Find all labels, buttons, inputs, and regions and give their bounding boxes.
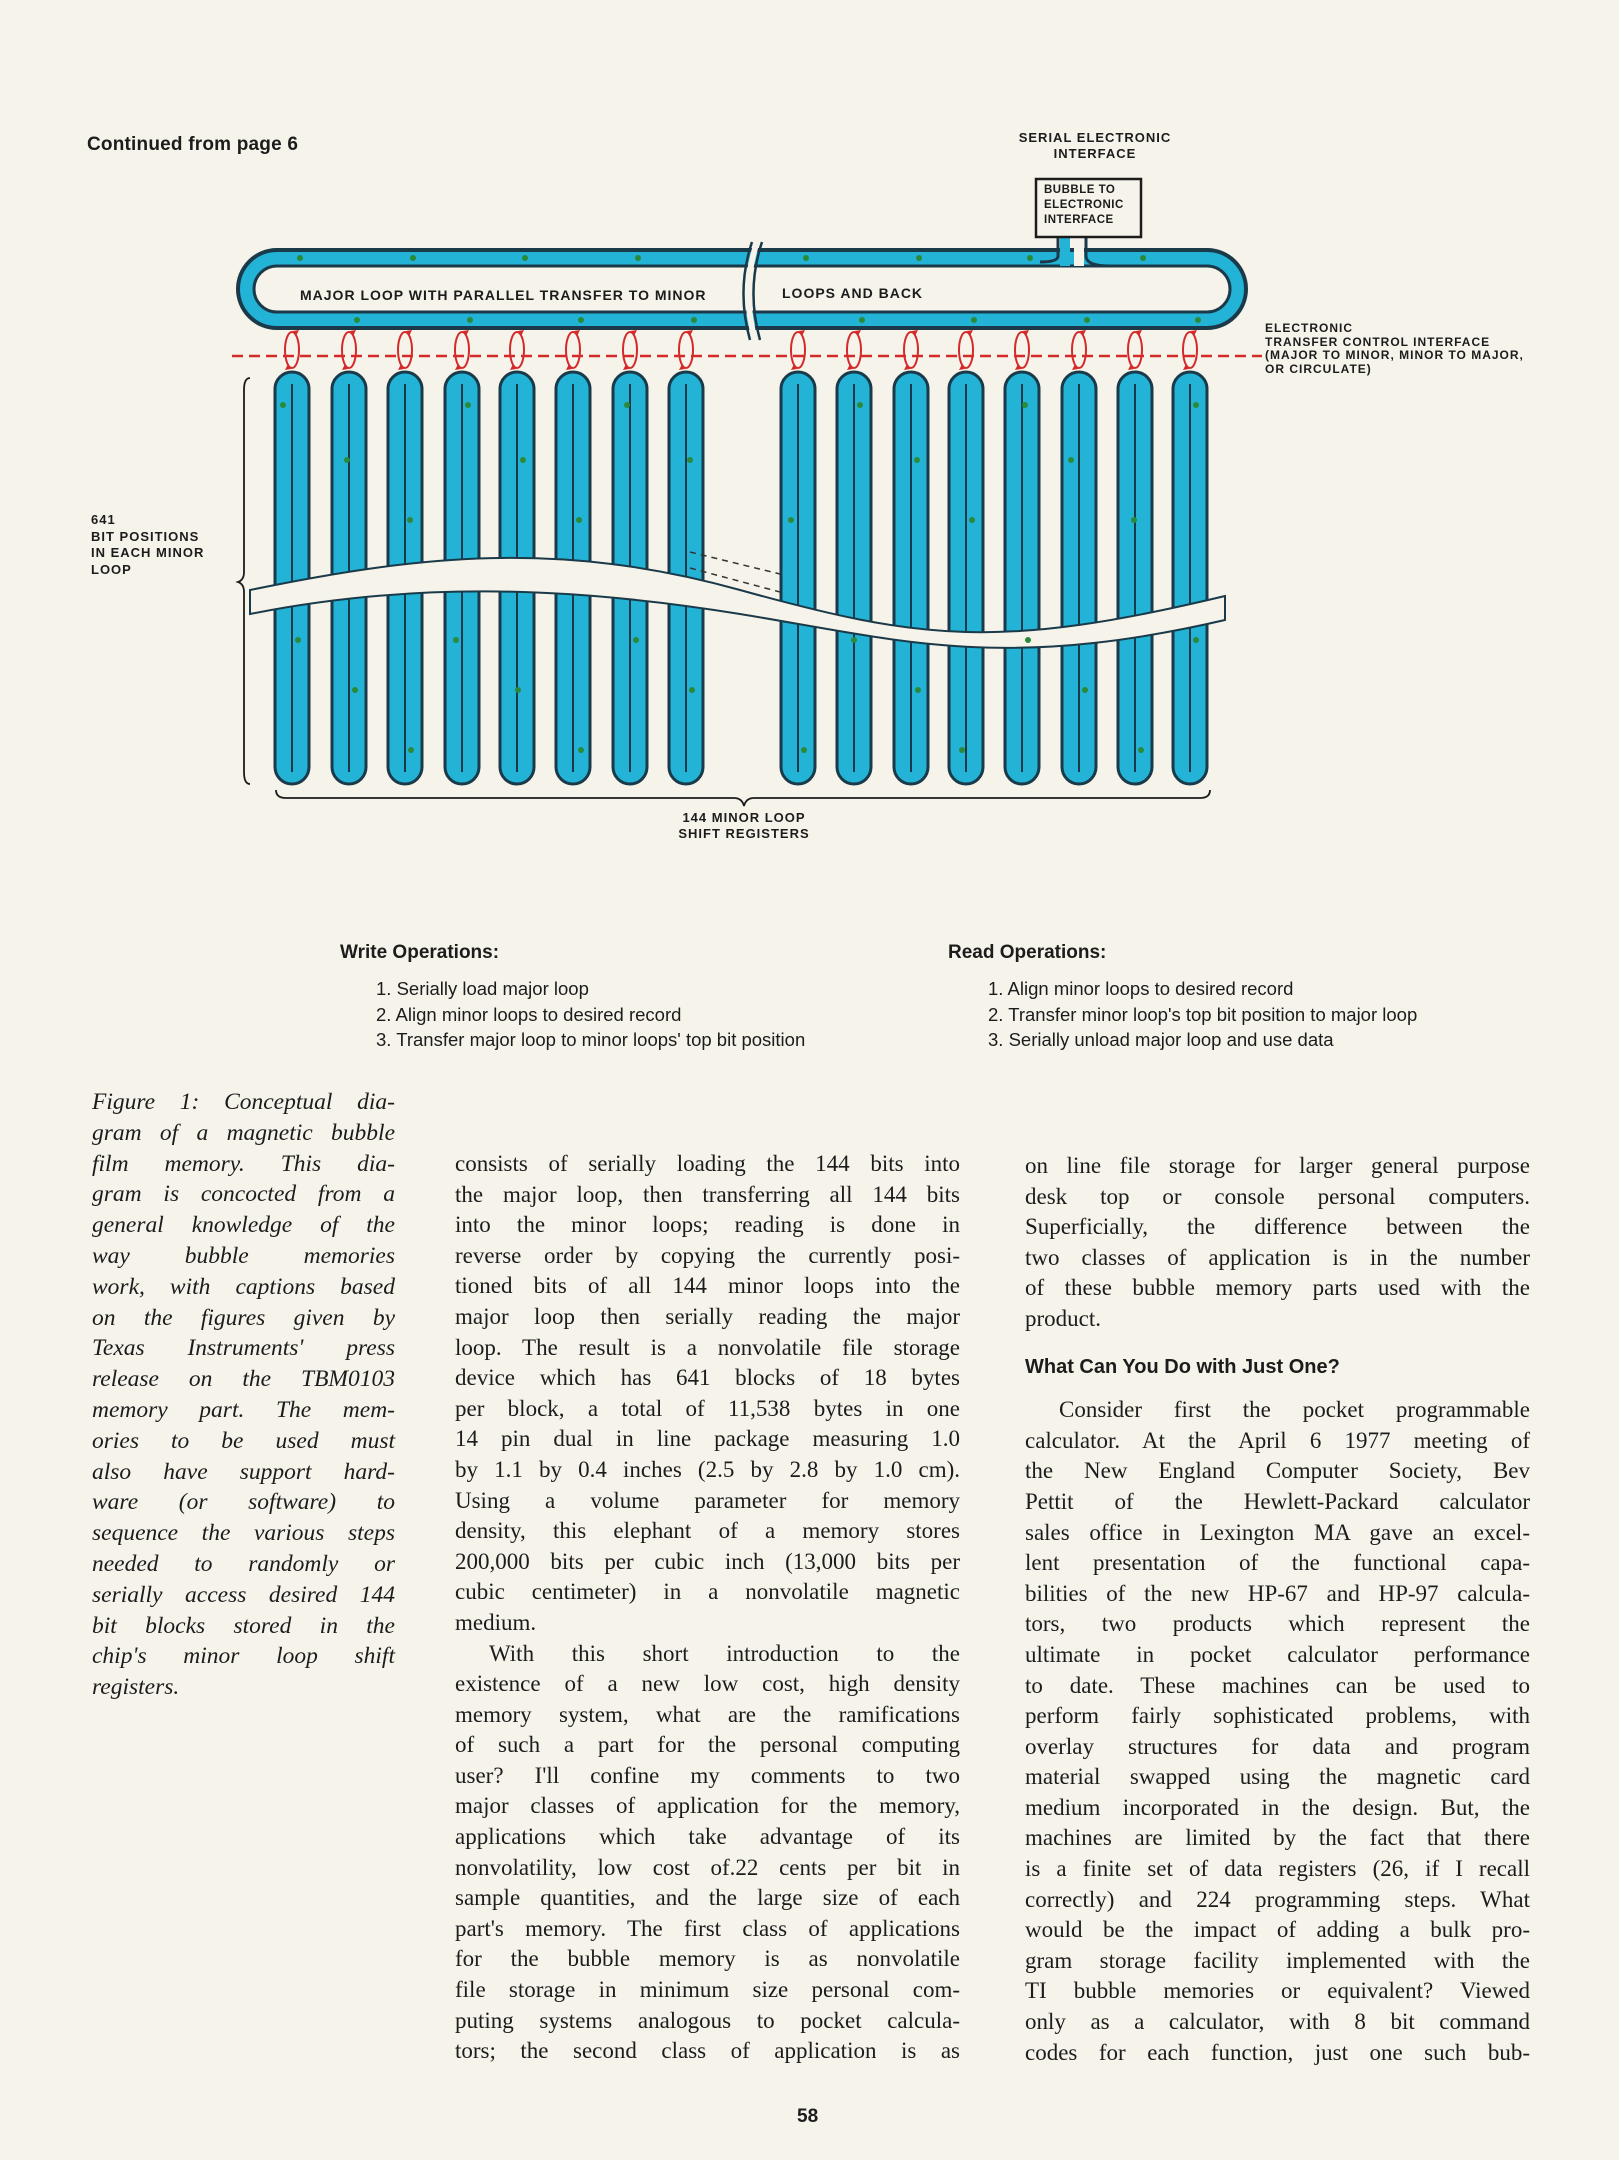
text-line: Superficially, the difference between the	[1025, 1214, 1530, 1240]
bubble-dot	[465, 402, 471, 408]
bubble-dot	[914, 457, 920, 463]
bubble-dot	[1131, 517, 1137, 523]
text-line: on line file storage for larger general purpose	[1025, 1153, 1530, 1178]
write-op-item: 3. Transfer major loop to minor loops' top bit position	[376, 1029, 806, 1050]
figure-caption	[92, 1087, 395, 1703]
minor-loop	[275, 372, 309, 784]
label-line: OR CIRCULATE)	[1265, 361, 1372, 376]
bubble-dot	[280, 402, 286, 408]
caption-line: on the figures given by	[92, 1304, 395, 1331]
minor-loops-label	[644, 810, 844, 842]
label-line: LOOP	[91, 561, 132, 577]
continued-from-note: Continued from page 6	[87, 134, 299, 155]
text-line: sample quantities, and the large size of each	[455, 1885, 960, 1911]
transfer-arrow	[1183, 332, 1197, 368]
label-line: ELECTRONIC	[1265, 321, 1353, 335]
text-line: for the bubble memory is as nonvolatile	[455, 1946, 960, 1972]
label-line: BIT POSITIONS	[91, 528, 200, 544]
text-line: memory system, what are the ramifications	[455, 1701, 960, 1727]
bubble-dot	[1140, 255, 1146, 261]
label-line: SHIFT REGISTERS	[678, 826, 810, 841]
text-line: the major loop, then transferring all 144 bits	[455, 1181, 960, 1207]
text-line: would be the impact of adding a bulk pro-	[1025, 1917, 1530, 1943]
bubble-dot	[788, 517, 794, 523]
page-number: 58	[797, 2106, 819, 2127]
transfer-arrow	[285, 332, 299, 368]
text-line: per block, a total of 11,538 bytes in one	[455, 1395, 960, 1421]
text-line: 200,000 bits per cubic inch (13,000 bits per	[455, 1548, 960, 1574]
bubble-dot	[1068, 457, 1074, 463]
caption-line: way bubble memories	[92, 1242, 395, 1269]
minor-loop	[837, 372, 871, 784]
caption-line: gram of a magnetic bubble	[92, 1119, 395, 1146]
bubble-dot	[969, 517, 975, 523]
text-line: of such a part for the personal computing	[455, 1732, 960, 1758]
caption-line: general knowledge of the	[92, 1212, 395, 1239]
text-line: major classes of application for the memory,	[455, 1793, 960, 1819]
minor-loop	[781, 372, 815, 784]
text-line: machines are limited by the fact that there	[1025, 1825, 1530, 1851]
transfer-arrow	[847, 332, 861, 368]
caption-line: also have support hard-	[92, 1458, 395, 1485]
bubble-dot	[916, 255, 922, 261]
caption-line: ware (or software) to	[92, 1489, 395, 1516]
label-line: ELECTRONIC	[1044, 199, 1124, 211]
bubble-dot	[453, 637, 459, 643]
bubble-dot	[578, 317, 584, 323]
minor-loop	[949, 372, 983, 784]
bubble-dot	[1022, 402, 1028, 408]
read-op-item: 1. Align minor loops to desired record	[988, 978, 1294, 999]
caption-line: bit blocks stored in the	[92, 1612, 395, 1639]
major-loop-label-left: MAJOR LOOP WITH PARALLEL TRANSFER TO MINOR	[300, 287, 707, 303]
article-column-2	[455, 1149, 960, 2067]
bubble-dot	[691, 317, 697, 323]
transfer-arrow	[623, 332, 637, 368]
text-line: device which has 641 blocks of 18 bytes	[455, 1365, 960, 1391]
text-line: of these bubble memory parts used with the	[1025, 1275, 1530, 1301]
text-line: loop. The result is a nonvolatile file storage	[455, 1334, 960, 1360]
box-label	[1044, 183, 1124, 228]
bubble-dot	[578, 747, 584, 753]
bubble-dot	[297, 255, 303, 261]
caption-line: Texas Instruments' press	[92, 1335, 395, 1362]
label-line: INTERFACE	[1044, 214, 1114, 226]
bubble-dot	[1025, 637, 1031, 643]
bubble-dot	[801, 747, 807, 753]
bubble-dot	[859, 317, 865, 323]
bubble-dot	[410, 255, 416, 261]
bubble-dot	[633, 637, 639, 643]
bubble-dot	[576, 517, 582, 523]
bubble-dot	[689, 687, 695, 693]
label-line: BUBBLE TO	[1044, 184, 1116, 196]
bubble-dot	[354, 317, 360, 323]
bit-positions-label	[91, 512, 204, 578]
minor-loop	[1062, 372, 1096, 784]
text-line: bilities of the new HP-67 and HP-97 calcula-	[1025, 1580, 1530, 1606]
caption-line: ories to be used must	[92, 1427, 395, 1454]
transfer-arrow	[1015, 332, 1029, 368]
bubble-dot	[408, 747, 414, 753]
bubble-dot	[635, 255, 641, 261]
text-line: only as a calculator, with 8 bit command	[1025, 2009, 1530, 2035]
write-op-item: 1. Serially load major loop	[376, 978, 589, 999]
text-line: nonvolatility, low cost of.22 cents per bit in	[455, 1854, 960, 1880]
paragraph	[455, 1639, 960, 2067]
read-op-item: 3. Serially unload major loop and use data	[988, 1029, 1334, 1050]
caption-line: sequence the various steps	[92, 1520, 395, 1547]
bubble-dot	[295, 637, 301, 643]
transfer-arrow	[566, 332, 580, 368]
text-line: 14 pin dual in line package measuring 1.0	[455, 1426, 960, 1452]
transfer-arrow	[1072, 332, 1086, 368]
text-line: material swapped using the magnetic card	[1025, 1764, 1530, 1790]
transfer-control-label	[1265, 322, 1524, 376]
text-line: Using a volume parameter for memory	[455, 1487, 960, 1513]
transfer-arrow	[904, 332, 918, 368]
text-line: reverse order by copying the currently posi-	[455, 1242, 960, 1268]
transfer-arrow	[455, 332, 469, 368]
read-operations-title: Read Operations:	[948, 942, 1107, 963]
major-loop-label-right: LOOPS AND BACK	[782, 285, 924, 301]
bubble-dot	[1193, 637, 1199, 643]
minor-loops-brace	[276, 790, 1210, 806]
label-line: INTERFACE	[1053, 146, 1137, 161]
caption-line: chip's minor loop shift	[92, 1643, 395, 1670]
text-line: by 1.1 by 0.4 inches (2.5 by 2.8 by 1.0 cm).	[455, 1456, 960, 1482]
label-line: 144 MINOR LOOP	[682, 810, 806, 825]
bubble-dot	[1027, 255, 1033, 261]
transfer-arrow	[791, 332, 805, 368]
transfer-arrow	[679, 332, 693, 368]
text-line: sales office in Lexington MA gave an excel-	[1025, 1519, 1530, 1545]
read-operations	[948, 942, 1417, 1053]
label-line: 641	[91, 512, 116, 527]
caption-line: memory part. The mem-	[92, 1396, 395, 1423]
paragraph	[455, 1149, 960, 1639]
text-line: Pettit of the Hewlett-Packard calculator	[1025, 1488, 1530, 1514]
text-line: codes for each function, just one such bub-	[1025, 2039, 1530, 2065]
text-line: puting systems analogous to pocket calcula-	[455, 2007, 960, 2033]
text-line: the New England Computer Society, Bev	[1025, 1458, 1530, 1484]
text-line: density, this elephant of a memory stores	[455, 1518, 960, 1544]
bubble-dot	[515, 687, 521, 693]
text-line: two classes of application is in the number	[1025, 1244, 1530, 1270]
transfer-arrows	[285, 330, 1197, 370]
bubble-dot	[1084, 317, 1090, 323]
bubble-dot	[1082, 687, 1088, 693]
caption-line: serially access desired 144	[92, 1581, 395, 1608]
text-line: calculator. At the April 6 1977 meeting of	[1025, 1427, 1530, 1453]
caption-line: gram is concocted from a	[92, 1181, 395, 1208]
text-line: TI bubble memories or equivalent? Viewed	[1025, 1978, 1530, 2004]
transfer-arrow	[342, 332, 356, 368]
text-line: into the minor loops; reading is done in	[455, 1212, 960, 1238]
bubble-dot	[624, 402, 630, 408]
bubble-dot	[1138, 747, 1144, 753]
caption-line: film memory. This dia-	[92, 1150, 395, 1177]
text-line: With this short introduction to the	[489, 1640, 960, 1666]
text-line: ultimate in pocket calculator performance	[1025, 1641, 1530, 1667]
bubble-dot	[407, 517, 413, 523]
bubble-dot	[1193, 402, 1199, 408]
bubble-dot	[851, 637, 857, 643]
bubble-dot	[352, 687, 358, 693]
serial-interface-label	[1005, 130, 1185, 162]
transfer-arrow	[510, 332, 524, 368]
text-line: user? I'll confine my comments to two	[455, 1762, 960, 1788]
text-line: desk top or console personal computers.	[1025, 1183, 1530, 1209]
bubble-dot	[344, 457, 350, 463]
bubble-dot	[522, 255, 528, 261]
caption-line: needed to randomly or	[92, 1550, 395, 1577]
caption-line: registers.	[92, 1674, 180, 1701]
bubble-dot	[687, 457, 693, 463]
text-line: correctly) and 224 programming steps. What	[1025, 1886, 1530, 1912]
minor-loop	[894, 372, 928, 784]
label-line: (MAJOR TO MINOR, MINOR TO MAJOR,	[1265, 348, 1524, 362]
bubble-dot	[803, 255, 809, 261]
transfer-arrow	[398, 332, 412, 368]
text-line: tors; the second class of application is as	[455, 2038, 960, 2064]
bubble-memory-diagram	[0, 0, 1619, 880]
bubble-dot	[1195, 317, 1201, 323]
minor-loop	[1005, 372, 1039, 784]
caption-line: work, with captions based	[92, 1273, 395, 1300]
text-line: part's memory. The first class of applications	[455, 1915, 960, 1941]
label-line: IN EACH MINOR	[91, 545, 205, 560]
bubble-dot	[959, 747, 965, 753]
text-line: tioned bits of all 144 minor loops into the	[455, 1273, 960, 1299]
bubble-dot	[857, 402, 863, 408]
text-line: medium incorporated in the design. But, the	[1025, 1794, 1530, 1820]
minor-loop	[1173, 372, 1207, 784]
text-line: overlay structures for data and program	[1025, 1733, 1530, 1759]
text-line: cubic centimeter) in a nonvolatile magnetic	[455, 1579, 960, 1605]
bubble-dot	[520, 457, 526, 463]
write-operations	[340, 942, 805, 1053]
write-op-item: 2. Align minor loops to desired record	[376, 1003, 682, 1025]
read-op-item: 2. Transfer minor loop's top bit position to major loop	[988, 1003, 1418, 1025]
text-line: consists of serially loading the 144 bits into	[455, 1151, 960, 1176]
text-line: lent presentation of the functional capa-	[1025, 1550, 1530, 1576]
caption-line: Figure 1: Conceptual dia-	[92, 1089, 395, 1115]
text-line: applications which take advantage of its	[455, 1824, 960, 1850]
text-line: tors, two products which represent the	[1025, 1611, 1530, 1637]
text-line: Consider first the pocket programmable	[1059, 1397, 1530, 1423]
label-line: TRANSFER CONTROL INTERFACE	[1265, 334, 1491, 349]
write-operations-title: Write Operations:	[340, 942, 500, 963]
transfer-arrow	[959, 332, 973, 368]
text-line: product.	[1025, 1305, 1102, 1331]
article-column-3	[1025, 1151, 1530, 2068]
text-line: is a finite set of data registers (26, if I recall	[1025, 1856, 1530, 1882]
text-line: existence of a new low cost, high density	[455, 1671, 960, 1697]
section-heading: What Can You Do with Just One?	[1025, 1355, 1340, 1378]
bubble-dot	[971, 317, 977, 323]
caption-line: release on the TBM0103	[92, 1366, 395, 1393]
text-line: gram storage facility implemented with the	[1025, 1947, 1530, 1973]
text-line: medium.	[455, 1609, 537, 1635]
label-line: SERIAL ELECTRONIC	[1018, 130, 1172, 145]
transfer-arrow	[1128, 332, 1142, 368]
text-line: file storage in minimum size personal com-	[455, 1977, 960, 2003]
text-line: major loop then serially reading the major	[455, 1303, 960, 1329]
bubble-dot	[915, 687, 921, 693]
text-line: to date. These machines can be used to	[1025, 1672, 1530, 1698]
bubble-dot	[467, 317, 473, 323]
bit-positions-brace	[238, 378, 250, 784]
minor-loop	[1118, 372, 1152, 784]
text-line: perform fairly sophisticated problems, with	[1025, 1703, 1530, 1729]
